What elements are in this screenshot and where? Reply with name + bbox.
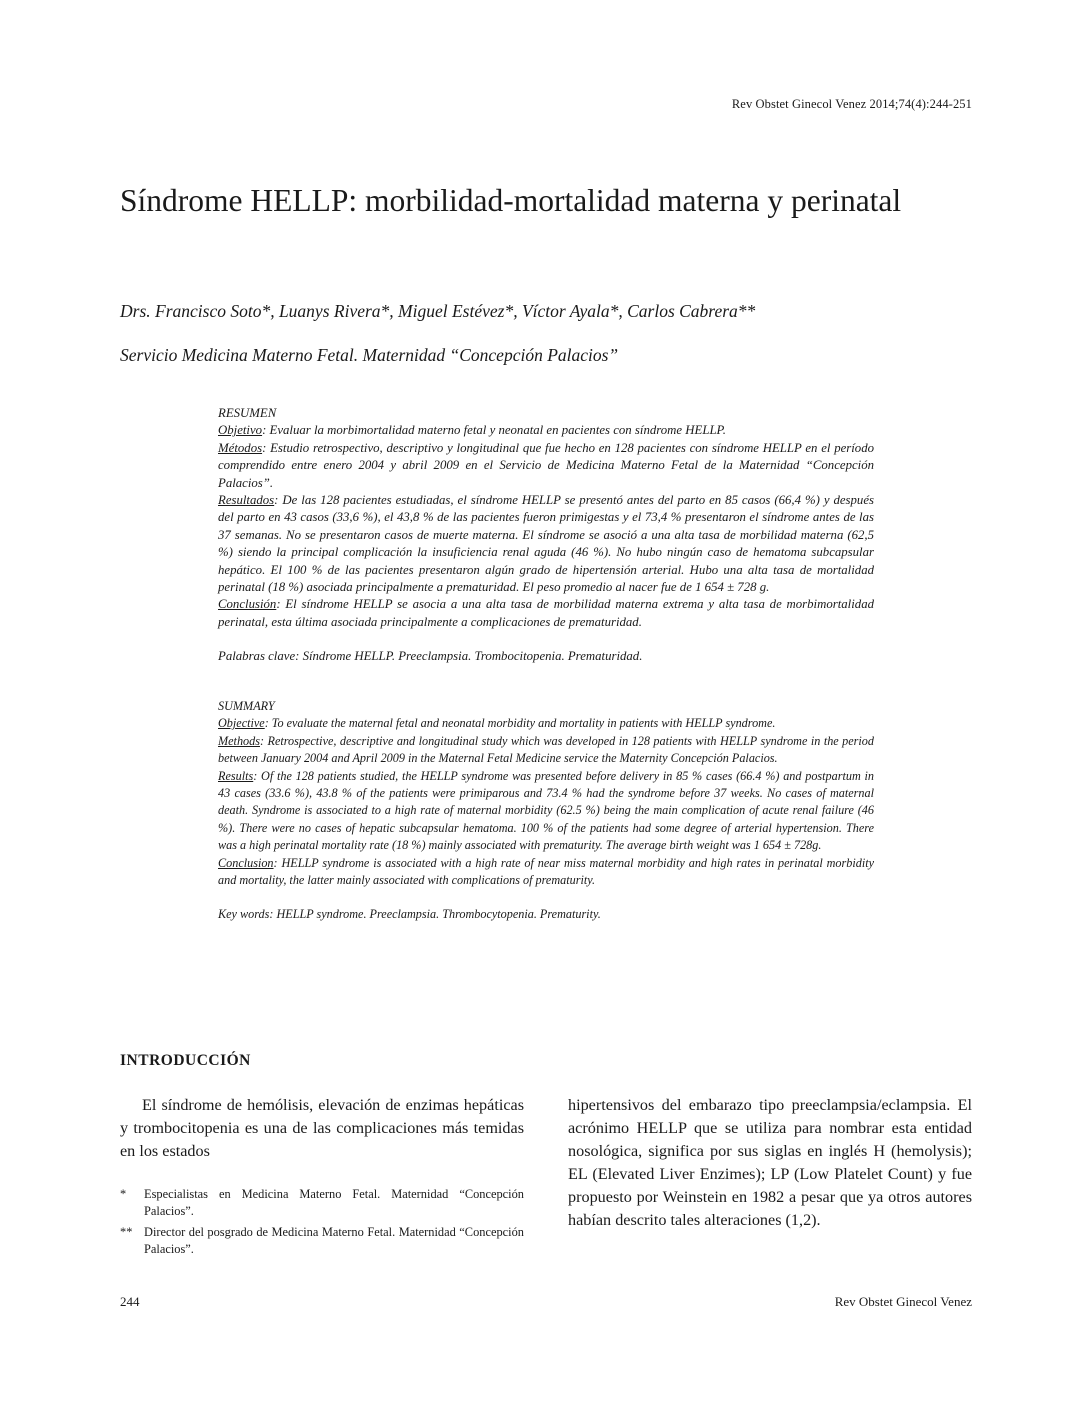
footnotes — [120, 1186, 524, 1262]
page-number: 244 — [120, 1294, 140, 1309]
footnote — [120, 1224, 524, 1258]
resumen-resultados-label: Resultados — [218, 493, 275, 508]
introduction-paragraph-1: El síndrome de hemólisis, elevación de enzimas hepáticas y trombocitopenia es una de las complicaciones más temidas en los estados — [120, 1096, 524, 1160]
introduction-paragraph-2: hipertensivos del embarazo tipo preeclampsia/eclampsia. El acrónimo HELLP que se utiliza para nombrar esta entidad nosológica, significa por sus siglas en inglés H (hemolysis); EL (Elevated Liver Enzimes); LP (Low Platelet Count) y fue propuesto por Weinstein en 1982 a pesar que ya otros autores habían descrito tales alteraciones (1,2). — [568, 1096, 972, 1229]
abstract-english — [218, 698, 874, 924]
footnote-mark: * — [120, 1187, 127, 1201]
article-title: Síndrome HELLP: morbilidad-mortalidad materna y perinatal — [120, 183, 902, 218]
resumen-resultados — [218, 492, 874, 596]
resumen-objetivo — [218, 422, 874, 439]
resumen-objetivo-text: : Evaluar la morbimortalidad materno fetal y neonatal en pacientes con síndrome HELLP. — [262, 423, 726, 438]
summary-objective-text: : To evaluate the maternal fetal and neonatal morbidity and mortality in patients with HELLP syndrome. — [264, 716, 776, 731]
summary-conclusion-text: : HELLP syndrome is associated with a high rate of near miss maternal morbidity and high rates in perinatal morbidity and mortality, the latter mainly associated with complications of prematurity. — [218, 855, 874, 888]
introduction-heading: INTRODUCCIÓN — [120, 1052, 251, 1069]
author-list: Drs. Francisco Soto*, Luanys Rivera*, Miguel Estévez*, Víctor Ayala*, Carlos Cabrera** — [120, 301, 756, 321]
summary-conclusion — [218, 855, 874, 890]
summary-keywords: Key words: HELLP syndrome. Preeclampsia. Thrombocytopenia. Prematurity. — [218, 907, 601, 922]
footnote-mark: ** — [120, 1225, 133, 1239]
summary-conclusion-label: Conclusion — [218, 855, 274, 870]
summary-results — [218, 768, 874, 855]
resumen-keywords: Palabras clave: Síndrome HELLP. Preeclampsia. Trombocitopenia. Prematuridad. — [218, 649, 643, 664]
summary-objective — [218, 715, 874, 732]
resumen-objetivo-label: Objetivo — [218, 423, 263, 438]
summary-methods-label: Methods — [218, 733, 260, 748]
footer-journal-name: Rev Obstet Ginecol Venez — [834, 1294, 972, 1309]
footnote-text: Especialistas en Medicina Materno Fetal. Maternidad “Concepción Palacios”. — [144, 1187, 524, 1218]
resumen-resultados-text: : De las 128 pacientes estudiadas, el síndrome HELLP se presentó antes del parto en 85 casos (66,4 %) y después del parto en 43 casos (33,6 %), el 43,8 % de las pacientes fueron primigestas y el 73,4 % presentaron el síndrome antes de las 37 semanas. No se presentaron casos de muerte materna. El síndrome se asoció a una alta tasa de morbilidad materna (62,5 %) siendo la principal complicación la insuficiencia renal aguda (46 %). No hubo ningún caso de hematoma subcapsular hepático. El 100 % de las pacientes presentaron algún grado de hipertensión arterial. Hubo una alta tasa de mortalidad perinatal (18 %) asociada principalmente a prematuridad. El peso promedio al nacer fue de 1 654 ± 728 g. — [218, 493, 874, 595]
running-header-citation: Rev Obstet Ginecol Venez 2014;74(4):244-251 — [731, 97, 972, 111]
body-column-left — [120, 1094, 524, 1163]
summary-methods-text: : Retrospective, descriptive and longitudinal study which was developed in 128 patients with HELLP syndrome in the period between January 2004 and April 2009 in the Maternal Fetal Medicine service the Maternity Concepción Palacios. — [218, 733, 874, 766]
resumen-metodos-label: Métodos — [218, 440, 263, 455]
footnote-text: Director del posgrado de Medicina Materno Fetal. Maternidad “Concepción Palacios”. — [144, 1225, 524, 1256]
author-affiliation: Servicio Medicina Materno Fetal. Maternidad “Concepción Palacios” — [120, 345, 619, 365]
resumen-metodos — [218, 440, 874, 492]
summary-heading: SUMMARY — [218, 699, 275, 713]
resumen-conclusion-text: : El síndrome HELLP se asocia a una alta tasa de morbilidad materna extrema y alta tasa de morbimortalidad perinatal, esta última asociada principalmente a complicaciones de prematuridad. — [218, 597, 874, 629]
resumen-conclusion — [218, 596, 874, 631]
summary-results-text: : Of the 128 patients studied, the HELLP syndrome was presented before delivery in 85 % cases (66.4 %) and postpartum in 43 cases (33.6 %), 43.8 % of the patients were primiparous and 73.4 % had the syndrome before 37 weeks. No cases of maternal death. Syndrome is associated to a high rate of maternal morbidity (62.5 %) being the main complication of acute renal failure (46 %). There were no cases of hepatic subcapsular hematoma. 100 % of the patients had some degree of arterial hypertension. There was a high perinatal mortality rate (18 %) mainly associated with prematurity. The average birth weight was 1 654 ± 728g. — [218, 768, 874, 853]
resumen-conclusion-label: Conclusión — [218, 597, 277, 612]
resumen-metodos-text: : Estudio retrospectivo, descriptivo y longitudinal que fue hecho en 128 pacientes con síndrome HELLP en el período comprendido entre enero 2004 y abril 2009 en el Servicio de Medicina Materno Fetal de la Maternidad “Concepción Palacios”. — [218, 440, 874, 490]
footnote — [120, 1186, 524, 1220]
body-column-right — [568, 1094, 972, 1232]
summary-results-label: Results — [218, 768, 254, 783]
summary-objective-label: Objective — [218, 716, 265, 731]
abstract-spanish — [218, 405, 874, 666]
resumen-heading: RESUMEN — [218, 406, 277, 420]
summary-methods — [218, 733, 874, 768]
